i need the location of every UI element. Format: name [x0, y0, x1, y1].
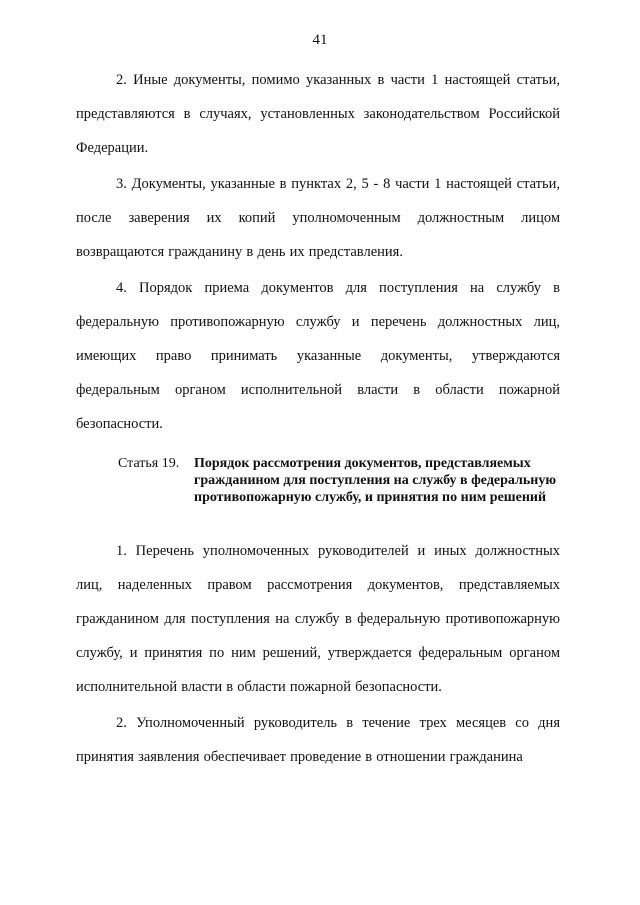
article-heading [118, 455, 578, 506]
article-title: Порядок рассмотрения документов, представляемых гражданином для поступления на службу в федеральную противопожарную службу, и принятия по ним решений [194, 456, 557, 505]
paragraph-2: 2. Иные документы, помимо указанных в части 1 настоящей статьи, представляются в случаях, установленных законодательством Российской Федерации. [76, 72, 560, 156]
article-label: Статья 19. [118, 456, 180, 471]
paragraph-19-2: 2. Уполномоченный руководитель в течение трех месяцев со дня принятия заявления обеспечивает проведение в отношении гражданина [76, 715, 560, 765]
paragraph-19-1: 1. Перечень уполномоченных руководителей и иных должностных лиц, наделенных правом рассмотрения документов, представляемых гражданином для поступления на службу в федеральную противопожарную службу, и принятия по ним решений, утверждается федеральным органом исполнительной власти в области пожарной безопасности. [76, 543, 560, 695]
page-number: 41 [312, 32, 328, 48]
paragraph-3: 3. Документы, указанные в пунктах 2, 5 - 8 части 1 настоящей статьи, после заверения их копий уполномоченным должностным лицом возвращаются гражданину в день их представления. [76, 176, 560, 260]
paragraph-4: 4. Порядок приема документов для поступления на службу в федеральную противопожарную службу и перечень должностных лиц, имеющих право принимать указанные документы, утверждаются федеральным органом исполнительной власти в области пожарной безопасности. [76, 280, 560, 432]
top-section [76, 63, 560, 441]
bottom-section [76, 534, 560, 774]
